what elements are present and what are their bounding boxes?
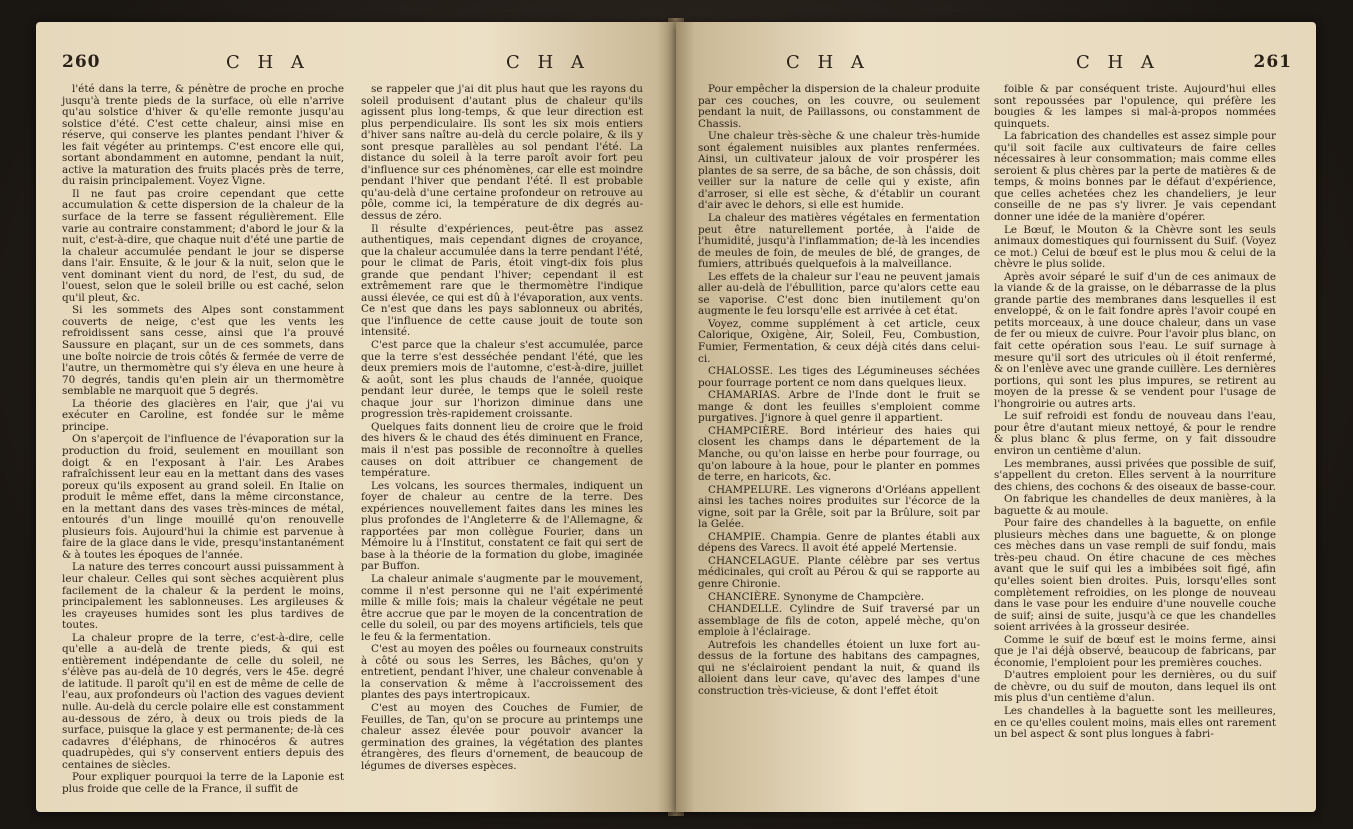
text-column (698, 84, 980, 698)
paragraph: l'été dans la terre, & pénètre de proche en proche jusqu'à trente pieds de la surface, où elle n'arrive qu'au solstice d'hiver & qu'elle remonte jusqu'au solstice d'été. C'est cette chaleur, ainsi mise en réserve, qui conserve les plantes pendant l'hiver & les fait végéter au printemps. C'est encore elle qui, sortant abondamment en automne, pendant la nuit, active la maturation des fruits placés près de terre, du raisin principalement. Voyez Vigne. (62, 83, 344, 188)
paragraph: Le suif refroidi est fondu de nouveau dans l'eau, pour être d'autant mieux nettoyé, & pour le rendre & plus blanc & plus ferme, on y fait dissoudre environ un centième d'alun. (994, 410, 1276, 457)
text-column (994, 84, 1276, 742)
paragraph: Les volcans, les sources thermales, indiquent un foyer de chaleur au centre de la terre. Des expériences nouvellement faites dans les mines les plus profondes de l'Angleterre & de l'Allemagne, & rapportées par mon collègue Fourier, dans un Mémoire lu à l'Institut, constatent ce fait qui sert de base à la théorie de la formation du globe, imaginée par Buffon. (361, 479, 643, 573)
paragraph: Les membranes, aussi privées que possible de suif, s'appellent du creton. Elles servent à la nourriture des chiens, des cochons & des oiseaux de basse-cour. (994, 457, 1276, 493)
paragraph: CHANDELLE. Cylindre de Suif traversé par un assemblage de fils de coton, appelé mèche, qu'on emploie à l'éclairage. (698, 603, 980, 639)
paragraph: CHAMARIAS. Arbre de l'Inde dont le fruit se mange & dont les feuilles s'emploient comme purgatives. J'ignore à quel genre il appartient. (698, 389, 980, 425)
paragraph: se rappeler que j'ai dit plus haut que les rayons du soleil produisent d'autant plus de chaleur qu'ils agissent plus long-temps, & que leur direction est plus perpendiculaire. Ils sont les six mois entiers d'hiver sans naître au-delà du cercle polaire, & ils y sont presque parallèles au sol pendant l'été. La distance du soleil à la terre paroît avoir fort peu d'influence sur ces phénomènes, car elle est moindre pendant l'hiver que pendant l'été. Il est probable qu'au-delà d'une certaine profondeur on retrouve au pôle, comme ici, la température de dix degrés au-dessus de zéro. (361, 83, 643, 223)
paragraph: Il résulte d'expériences, peut-être pas assez authentiques, mais cependant dignes de croyance, que la chaleur accumulée dans la terre pendant l'été, pour le climat de Paris, étoit vingt-dix fois plus grande que pendant l'hiver; cependant il est extrêmement rare que le thermomètre l'indique aussi élevée, ce qui est dû à l'évaporation, aux vents. Ce n'est que dans les pays sablonneux ou abrités, que l'influence de cette cause jouit de toute son intensité. (361, 222, 643, 339)
text-column (361, 84, 643, 773)
paragraph: La théorie des glacières en l'air, que j'ai vu exécuter en Caroline, est fondée sur le même principe. (62, 397, 344, 433)
paragraph: Pour expliquer pourquoi la terre de la Laponie est plus froide que celle de la France, il suffit de (62, 771, 344, 795)
paragraph: C'est au moyen des poêles ou fourneaux construits à côté ou sous les Serres, les Bâches, qu'on y entretient, pendant l'hiver, une chaleur convenable à la conservation & même à l'accroissement des plantes des pays intertropicaux. (361, 643, 643, 702)
paragraph: CHAMPELURE. Les vignerons d'Orléans appellent ainsi les taches noires produites sur l'écorce de la vigne, soit par la Grêle, soit par la Brûlure, soit par la Gelée. (698, 483, 980, 531)
paragraph: On fabrique les chandelles de deux manières, à la baguette & au moule. (994, 493, 1276, 517)
paragraph: foible & par conséquent triste. Aujourd'hui elles sont repoussées par l'opulence, qui préfère les bougies & les lampes si mal-à-propos nommées quinquets. (994, 83, 1276, 130)
paragraph: Si les sommets des Alpes sont constamment couverts de neige, c'est que les vents les refroidissent sans cesse, ainsi que l'a prouvé Saussure en plaçant, sur un de ces sommets, dans une boîte noircie de trois côtés & fermée de verre de l'autre, un thermomètre qui s'y éleva en une heure à 70 degrés, tandis qu'en plein air un thermomètre semblable ne marquoit que 5 degrés. (62, 304, 344, 398)
paragraph: Après avoir séparé le suif d'un de ces animaux de la viande & de la graisse, on le débarrasse de la plus grande partie des membranes dans lesquelles il est enveloppé, & on le fait fondre après l'avoir coupé en petits morceaux, à une douce chaleur, dans un vase de fer ou mieux de cuivre. Pour l'avoir plus blanc, on fait cette opération sous l'eau. Le suif surnage à mesure qu'il sort des utricules où il étoit renfermé, & on l'enlève avec une grande cuillère. Les dernières portions, qui sont les plus impures, se retirent au moyen de la presse & se vendent pour l'usage de l'hongroirie ou autres arts. (994, 270, 1276, 410)
paragraph: CHALOSSE. Les tiges des Légumineuses séchées pour fourrage portent ce nom dans quelques lieux. (698, 365, 980, 389)
paragraph: La chaleur des matières végétales en fermentation peut être naturellement portée, à l'aide de l'humidité, jusqu'à l'inflammation; de-là les incendies de meules de foin, de meules de blé, de granges, de fumiers, attribués quelquefois à la malveillance. (698, 212, 980, 271)
text-column (62, 84, 344, 796)
paragraph: Autrefois les chandelles étoient un luxe fort au-dessus de la fortune des habitans des campagnes, qui ne s'éclairoient pendant la nuit, & quand ils alloient dans leur cave, qu'avec des lampes d'une construction très-vicieuse, & dont l'effet étoit (698, 638, 980, 697)
paragraph: Quelques faits donnent lieu de croire que le froid des hivers & le chaud des étés diminuent en France, mais il n'est pas possible de reconnoître à quelles causes on doit attribuer ce changement de température. (361, 420, 643, 480)
paragraph: CHANCELAGUE. Plante célèbre par ses vertus médicinales, qui croît au Pérou & qui se rapporte au genre Chironie. (698, 554, 980, 590)
running-head: C H A (226, 52, 310, 73)
paragraph: Une chaleur très-sèche & une chaleur très-humide sont également nuisibles aux plantes renfermées. Ainsi, un cultivateur jaloux de voir prospérer les plantes de sa serre, de sa bâche, de son châssis, doit veiller sur la nature de celle qui y existe, afin d'arroser, si elle est sèche, & d'établir un courant d'air avec le dehors, si elle est humide. (698, 130, 980, 212)
paragraph: D'autres emploient pour les dernières, ou du suif de chèvre, ou du suif de mouton, dans lequel ils ont mis plus d'un centième d'alun. (994, 669, 1276, 705)
page-number: 260 (62, 52, 101, 72)
paragraph: Les effets de la chaleur sur l'eau ne peuvent jamais aller au-delà de l'ébullition, parce qu'alors cette eau se vaporise. C'est donc bien inutilement qu'on augmente le feu lorsqu'elle est arrivée à cet état. (698, 270, 980, 318)
paragraph: La chaleur propre de la terre, c'est-à-dire, celle qu'elle a au-delà de trente pieds, & qui est entièrement indépendante de celle du soleil, ne s'élève pas au-delà de 10 degrés, vers le 45e. degré de latitude. Il paroît qu'il en est de même de celle de l'eau, aux profondeurs où l'action des vagues devient nulle. Au-delà du cercle polaire elle est constamment au-dessous de zéro, à deux ou trois pieds de la surface, puisque la glace y est permanente; de-là ces cadavres d'éléphans, de rhinocéros & autres quadrupèdes, qui s'y conservent entiers depuis des centaines de siècles. (62, 631, 344, 771)
paragraph: CHAMPIE. Champia. Genre de plantes établi aux dépens des Varecs. Il avoit été appelé Mertensie. (698, 530, 980, 555)
paragraph: On s'aperçoit de l'influence de l'évaporation sur la production du froid, seulement en mouillant son doigt & en l'exposant à l'air. Les Arabes rafraîchissent leur eau en la mettant dans des vases poreux qu'ils exposent au grand soleil. En Italie on produit le même effet, dans la même circonstance, en la mettant dans des vases très-minces de métal, entourés d'un linge mouillé qu'on renouvelle plusieurs fois. Aujourd'hui la chimie est parvenue à faire de la glace dans le vide, presqu'instantanément & à toutes les époques de l'année. (62, 433, 344, 561)
running-head: C H A (506, 52, 590, 73)
paragraph: Il ne faut pas croire cependant que cette accumulation & cette dispersion de la chaleur de la surface de la terre se fassent régulièrement. Elle varie au contraire constamment; d'abord le jour & la nuit, c'est-à-dire, que chaque nuit d'été une partie de la chaleur accumulée pendant le jour se disperse dans l'air. Ensuite, & le jour & la nuit, selon que le vent dominant vient du nord, de l'est, du sud, de l'ouest, selon que le soleil brille ou est caché, selon qu'il pleut, &c. (62, 187, 344, 304)
paragraph: La chaleur animale s'augmente par le mouvement, comme il n'est personne qui ne l'ait expérimenté mille & mille fois; mais la chaleur végétale ne peut être accrue que par le moyen de la concentration de celle du soleil, ou par des moyens artificiels, tels que le feu & la fermentation. (361, 572, 643, 643)
paragraph: La nature des terres concourt aussi puissamment à leur chaleur. Celles qui sont sèches acquièrent plus facilement de la chaleur & la perdent le moins, principalement les sablonneuses. Les argileuses & les crayeuses humides sont les plus tardives de toutes. (62, 561, 344, 632)
paragraph: CHAMPCIÈRE. Bord intérieur des haies qui closent les champs dans le département de la Manche, ou qu'on laisse en herbe pour fourrage, ou qu'on laboure à la houe, pour le planter en pommes de terre, en haricots, &c. (698, 424, 980, 484)
left-page (36, 22, 676, 812)
paragraph: Comme le suif de bœuf est le moins ferme, ainsi que je l'ai déjà observé, beaucoup de fabricans, par économie, l'emploient pour les premières couches. (994, 633, 1276, 669)
paragraph: C'est parce que la chaleur s'est accumulée, parce que la terre s'est desséchée pendant l'été, que les deux premiers mois de l'automne, c'est-à-dire, juillet & août, sont les plus chauds de l'année, quoique pendant leur durée, le temps que le soleil reste chaque jour sur l'horizon diminue dans une progression très-rapidement croissante. (361, 339, 643, 421)
paragraph: Voyez, comme supplément à cet article, ceux Calorique, Oxigène, Air, Soleil, Feu, Combustion, Fumier, Fermentation, & ceux déjà cités dans celui-ci. (698, 317, 980, 365)
page-number: 261 (1253, 52, 1292, 72)
running-head: C H A (1076, 52, 1160, 73)
paragraph: C'est au moyen des Couches de Fumier, de Feuilles, de Tan, qu'on se procure au printemps une chaleur assez élevée pour pouvoir avancer la germination des graines, la végétation des plantes étrangères, des fleurs d'ornement, de beaucoup de légumes de diverses espèces. (361, 701, 643, 772)
paragraph: CHANCIÈRE. Synonyme de Champcière. (708, 590, 925, 603)
paragraph: Les chandelles à la baguette sont les meilleures, en ce qu'elles coulent moins, mais elles ont rarement un bel aspect & sont plus longues à fabri- (994, 704, 1276, 741)
paragraph: La fabrication des chandelles est assez simple pour qu'il soit facile aux cultivateurs de faire celles nécessaires à leur consommation; mais comme elles seroient & plus chères par la perte de matières & de temps, & moins bonnes par le défaut d'expérience, que celles achetées chez les chandeliers, je leur conseille de ne pas s'y livrer. Je vais cependant donner une idée de la manière d'opérer. (994, 130, 1276, 224)
paragraph: Pour faire des chandelles à la baguette, on enfile plusieurs mèches dans une baguette, & on plonge ces mèches dans un vase rempli de suif fondu, mais très-peu chaud. On étire chacune de ces mèches avant que le suif qui les a imbibées soit figé, afin qu'elles soient bien droites. Puis, lorsqu'elles sont complètement refroidies, on les plonge de nouveau dans le vase pour les enduire d'une nouvelle couche de suif; ainsi de suite, jusqu'à ce que les chandelles soient arrivées à la grosseur desirée. (994, 517, 1276, 634)
right-page-header (676, 52, 1316, 82)
running-head: C H A (786, 52, 870, 73)
paragraph: Le Bœuf, le Mouton & la Chèvre sont les seuls animaux domestiques qui fournissent du Suif. (Voyez ce mot.) Celui de bœuf est le plus mou & celui de la chèvre le plus solide. (994, 223, 1276, 271)
left-page-header (36, 52, 676, 82)
right-page (676, 22, 1316, 812)
paragraph: Pour empêcher la dispersion de la chaleur produite par ces couches, on les couvre, ou seulement pendant la nuit, de Paillassons, ou constamment de Chassis. (698, 83, 980, 130)
